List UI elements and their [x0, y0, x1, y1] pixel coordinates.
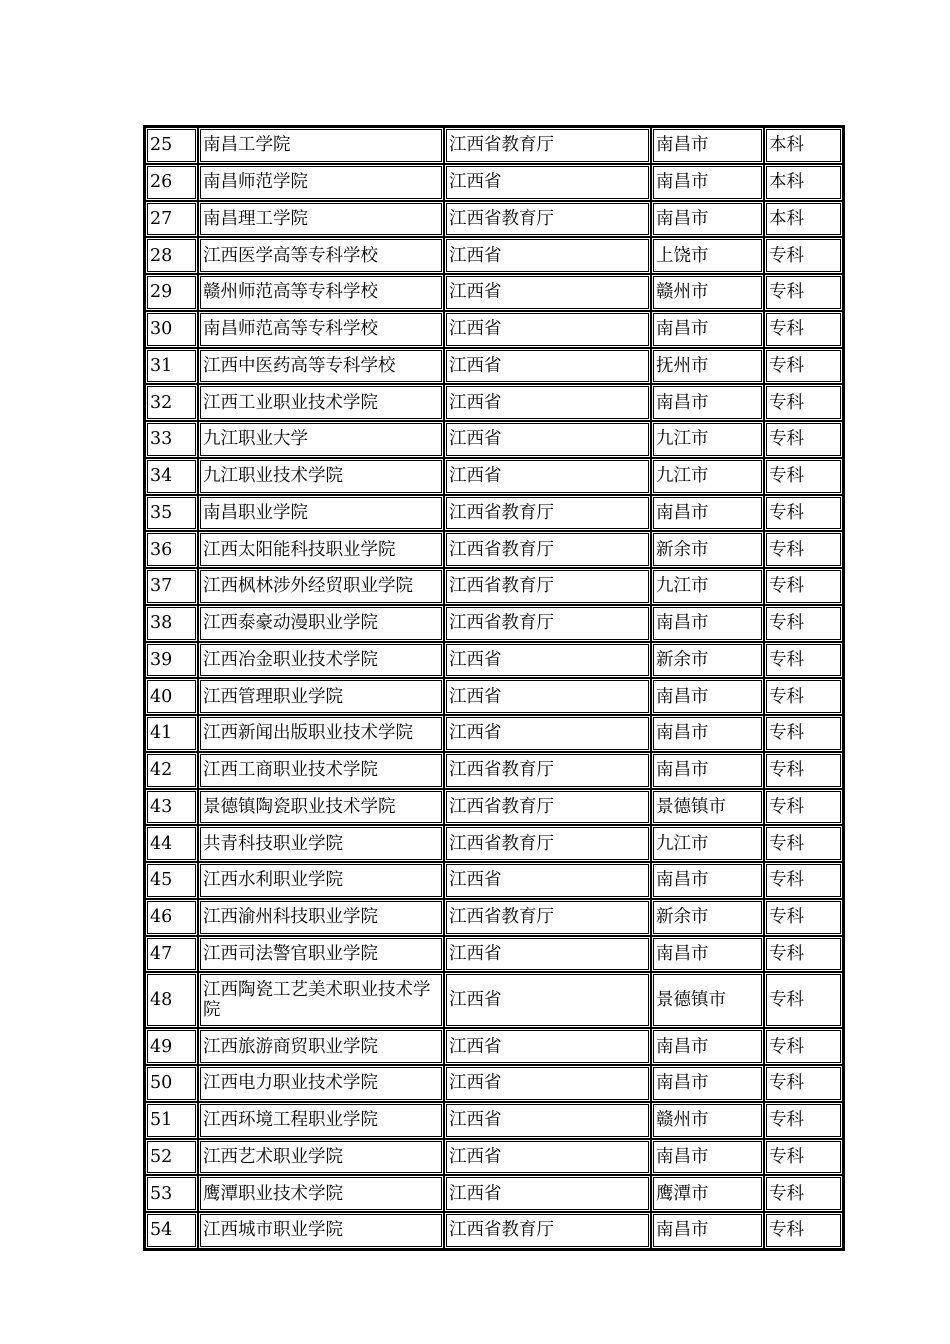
cell-college-name: 江西中医药高等专科学校	[198, 348, 444, 385]
cell-number: 47	[145, 936, 198, 973]
table-row	[145, 348, 843, 385]
cell-number: 51	[145, 1102, 198, 1139]
table-row	[145, 1212, 843, 1249]
cell-college-name: 南昌理工学院	[198, 201, 444, 238]
cell-college-name: 江西太阳能科技职业学院	[198, 531, 444, 568]
table-row	[145, 825, 843, 862]
cell-number: 43	[145, 789, 198, 826]
cell-college-name: 江西工业职业技术学院	[198, 384, 444, 421]
cell-city: 南昌市	[651, 1065, 764, 1102]
table-row	[145, 311, 843, 348]
cell-number: 30	[145, 311, 198, 348]
cell-authority: 江西省	[444, 862, 651, 899]
cell-college-name: 江西枫林涉外经贸职业学院	[198, 568, 444, 605]
cell-number: 37	[145, 568, 198, 605]
table-row	[145, 531, 843, 568]
cell-level: 专科	[764, 568, 843, 605]
cell-college-name: 南昌师范高等专科学校	[198, 311, 444, 348]
cell-authority: 江西省	[444, 1102, 651, 1139]
cell-college-name: 九江职业大学	[198, 421, 444, 458]
table-row	[145, 642, 843, 679]
cell-college-name: 江西新闻出版职业技术学院	[198, 715, 444, 752]
cell-city: 新余市	[651, 899, 764, 936]
table-row	[145, 568, 843, 605]
cell-authority: 江西省	[444, 642, 651, 679]
cell-city: 新余市	[651, 531, 764, 568]
cell-number: 38	[145, 605, 198, 642]
cell-level: 专科	[764, 421, 843, 458]
cell-city: 南昌市	[651, 164, 764, 201]
table-row	[145, 605, 843, 642]
cell-authority: 江西省	[444, 972, 651, 1028]
cell-college-name: 南昌工学院	[198, 127, 444, 164]
table-row	[145, 201, 843, 238]
cell-authority: 江西省	[444, 1065, 651, 1102]
cell-authority: 江西省教育厅	[444, 201, 651, 238]
cell-level: 专科	[764, 458, 843, 495]
table-row	[145, 899, 843, 936]
cell-level: 本科	[764, 164, 843, 201]
cell-level: 专科	[764, 936, 843, 973]
cell-authority: 江西省	[444, 678, 651, 715]
cell-college-name: 景德镇陶瓷职业技术学院	[198, 789, 444, 826]
cell-level: 专科	[764, 237, 843, 274]
cell-number: 36	[145, 531, 198, 568]
cell-number: 54	[145, 1212, 198, 1249]
cell-level: 专科	[764, 825, 843, 862]
cell-city: 景德镇市	[651, 972, 764, 1028]
cell-city: 南昌市	[651, 862, 764, 899]
cell-level: 专科	[764, 1212, 843, 1249]
cell-city: 南昌市	[651, 605, 764, 642]
cell-number: 42	[145, 752, 198, 789]
cell-level: 专科	[764, 531, 843, 568]
table-row	[145, 495, 843, 532]
cell-city: 南昌市	[651, 1028, 764, 1065]
cell-authority: 江西省	[444, 164, 651, 201]
table-row	[145, 458, 843, 495]
cell-city: 南昌市	[651, 936, 764, 973]
cell-number: 29	[145, 274, 198, 311]
cell-authority: 江西省教育厅	[444, 568, 651, 605]
cell-city: 南昌市	[651, 311, 764, 348]
cell-number: 28	[145, 237, 198, 274]
cell-city: 南昌市	[651, 752, 764, 789]
cell-city: 抚州市	[651, 348, 764, 385]
cell-level: 专科	[764, 1065, 843, 1102]
cell-authority: 江西省教育厅	[444, 495, 651, 532]
cell-authority: 江西省	[444, 458, 651, 495]
table-row	[145, 1065, 843, 1102]
cell-level: 专科	[764, 642, 843, 679]
table-row	[145, 421, 843, 458]
cell-level: 专科	[764, 752, 843, 789]
cell-number: 35	[145, 495, 198, 532]
cell-level: 专科	[764, 311, 843, 348]
cell-city: 南昌市	[651, 1139, 764, 1176]
cell-number: 41	[145, 715, 198, 752]
table-row	[145, 1028, 843, 1065]
cell-college-name: 江西医学高等专科学校	[198, 237, 444, 274]
table-row	[145, 862, 843, 899]
cell-authority: 江西省教育厅	[444, 825, 651, 862]
cell-authority: 江西省	[444, 421, 651, 458]
cell-level: 专科	[764, 495, 843, 532]
cell-authority: 江西省教育厅	[444, 899, 651, 936]
cell-authority: 江西省	[444, 1028, 651, 1065]
cell-number: 49	[145, 1028, 198, 1065]
cell-authority: 江西省	[444, 274, 651, 311]
cell-college-name: 江西旅游商贸职业学院	[198, 1028, 444, 1065]
cell-college-name: 赣州师范高等专科学校	[198, 274, 444, 311]
cell-college-name: 江西电力职业技术学院	[198, 1065, 444, 1102]
cell-number: 44	[145, 825, 198, 862]
cell-level: 专科	[764, 789, 843, 826]
cell-city: 鹰潭市	[651, 1175, 764, 1212]
cell-level: 本科	[764, 201, 843, 238]
cell-college-name: 江西环境工程职业学院	[198, 1102, 444, 1139]
cell-number: 32	[145, 384, 198, 421]
cell-level: 专科	[764, 678, 843, 715]
cell-city: 赣州市	[651, 1102, 764, 1139]
table-row	[145, 1175, 843, 1212]
table-row	[145, 1139, 843, 1176]
cell-college-name: 江西城市职业学院	[198, 1212, 444, 1249]
cell-college-name: 江西水利职业学院	[198, 862, 444, 899]
cell-college-name: 九江职业技术学院	[198, 458, 444, 495]
table-row	[145, 1102, 843, 1139]
table-row	[145, 127, 843, 164]
table-row	[145, 715, 843, 752]
cell-level: 专科	[764, 605, 843, 642]
cell-number: 46	[145, 899, 198, 936]
table-row	[145, 237, 843, 274]
cell-number: 33	[145, 421, 198, 458]
cell-college-name: 共青科技职业学院	[198, 825, 444, 862]
cell-authority: 江西省教育厅	[444, 752, 651, 789]
table-row	[145, 752, 843, 789]
cell-authority: 江西省	[444, 1175, 651, 1212]
cell-college-name: 南昌职业学院	[198, 495, 444, 532]
cell-number: 50	[145, 1065, 198, 1102]
cell-city: 南昌市	[651, 495, 764, 532]
cell-level: 专科	[764, 384, 843, 421]
cell-level: 专科	[764, 1102, 843, 1139]
cell-authority: 江西省	[444, 936, 651, 973]
cell-college-name: 江西冶金职业技术学院	[198, 642, 444, 679]
cell-city: 南昌市	[651, 1212, 764, 1249]
cell-level: 专科	[764, 1028, 843, 1065]
cell-level: 专科	[764, 715, 843, 752]
cell-college-name: 江西工商职业技术学院	[198, 752, 444, 789]
cell-authority: 江西省	[444, 311, 651, 348]
cell-city: 九江市	[651, 458, 764, 495]
cell-authority: 江西省教育厅	[444, 127, 651, 164]
cell-authority: 江西省教育厅	[444, 789, 651, 826]
cell-city: 赣州市	[651, 274, 764, 311]
cell-city: 南昌市	[651, 201, 764, 238]
cell-level: 专科	[764, 1175, 843, 1212]
cell-level: 专科	[764, 972, 843, 1028]
cell-authority: 江西省	[444, 348, 651, 385]
cell-city: 新余市	[651, 642, 764, 679]
cell-authority: 江西省教育厅	[444, 605, 651, 642]
cell-city: 九江市	[651, 825, 764, 862]
cell-authority: 江西省	[444, 1139, 651, 1176]
table-body	[145, 127, 843, 1249]
college-list-table	[143, 125, 845, 1251]
cell-number: 34	[145, 458, 198, 495]
cell-number: 48	[145, 972, 198, 1028]
cell-authority: 江西省教育厅	[444, 1212, 651, 1249]
cell-city: 南昌市	[651, 715, 764, 752]
cell-college-name: 江西渝州科技职业学院	[198, 899, 444, 936]
table-row	[145, 789, 843, 826]
cell-city: 九江市	[651, 421, 764, 458]
table-row	[145, 678, 843, 715]
cell-authority: 江西省	[444, 384, 651, 421]
table-row	[145, 936, 843, 973]
cell-number: 25	[145, 127, 198, 164]
cell-city: 南昌市	[651, 127, 764, 164]
table-row	[145, 384, 843, 421]
cell-number: 52	[145, 1139, 198, 1176]
cell-city: 南昌市	[651, 678, 764, 715]
cell-level: 专科	[764, 899, 843, 936]
cell-number: 31	[145, 348, 198, 385]
cell-number: 45	[145, 862, 198, 899]
cell-number: 27	[145, 201, 198, 238]
cell-city: 九江市	[651, 568, 764, 605]
cell-college-name: 江西管理职业学院	[198, 678, 444, 715]
cell-level: 本科	[764, 127, 843, 164]
cell-number: 53	[145, 1175, 198, 1212]
cell-city: 上饶市	[651, 237, 764, 274]
cell-level: 专科	[764, 348, 843, 385]
cell-level: 专科	[764, 1139, 843, 1176]
table-row	[145, 274, 843, 311]
table-row	[145, 972, 843, 1028]
cell-college-name: 江西艺术职业学院	[198, 1139, 444, 1176]
cell-authority: 江西省	[444, 237, 651, 274]
cell-number: 40	[145, 678, 198, 715]
table-row	[145, 164, 843, 201]
cell-number: 26	[145, 164, 198, 201]
cell-city: 南昌市	[651, 384, 764, 421]
cell-number: 39	[145, 642, 198, 679]
cell-city: 景德镇市	[651, 789, 764, 826]
cell-college-name: 鹰潭职业技术学院	[198, 1175, 444, 1212]
cell-college-name: 江西泰豪动漫职业学院	[198, 605, 444, 642]
cell-authority: 江西省	[444, 715, 651, 752]
cell-level: 专科	[764, 862, 843, 899]
cell-college-name: 江西司法警官职业学院	[198, 936, 444, 973]
cell-level: 专科	[764, 274, 843, 311]
cell-college-name: 江西陶瓷工艺美术职业技术学院	[198, 972, 444, 1028]
cell-authority: 江西省教育厅	[444, 531, 651, 568]
cell-college-name: 南昌师范学院	[198, 164, 444, 201]
